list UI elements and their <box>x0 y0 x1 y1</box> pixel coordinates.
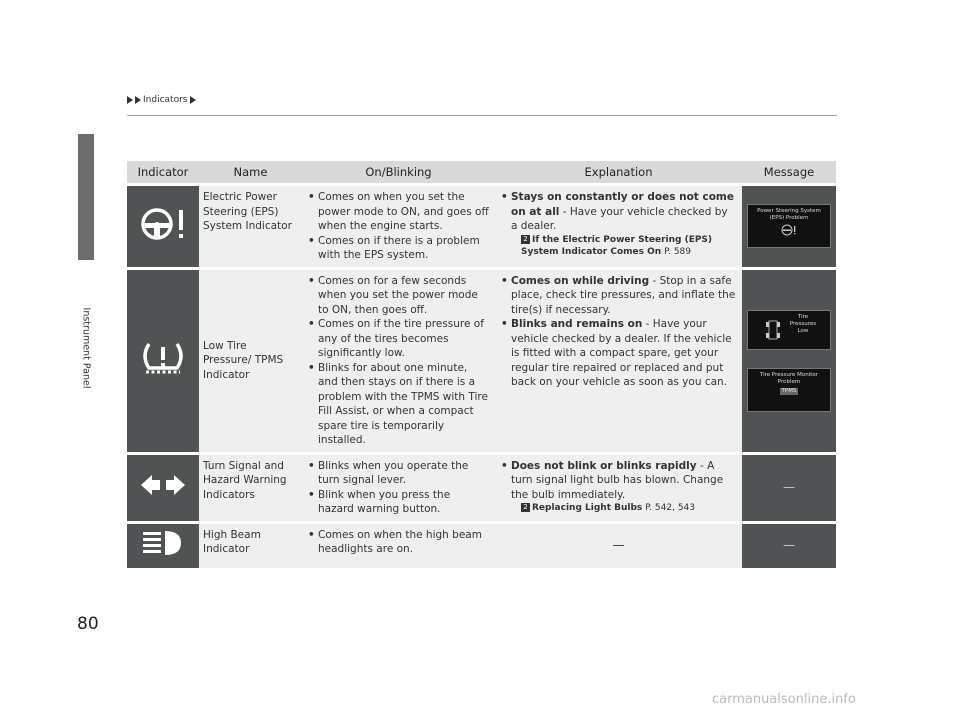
explanation-cell: — <box>495 524 742 568</box>
low-tire-pressure-icon <box>137 336 189 380</box>
page-reference[interactable] <box>501 502 736 514</box>
car-tires-icon <box>766 319 780 341</box>
list-item: • Comes on if there is a problem with the EPS system. <box>308 234 489 263</box>
breadcrumb-arrow-icon <box>135 96 141 104</box>
message-text: Tire Pressure Monitor Problem <box>759 371 819 385</box>
eps-message-screen <box>747 204 831 248</box>
explanation-cell <box>495 270 742 452</box>
header-on-blinking: On/Blinking <box>302 161 495 183</box>
table-row <box>127 186 836 267</box>
list-item: • Blink when you press the hazard warning button. <box>308 488 489 517</box>
list-item <box>501 459 736 503</box>
name-cell: Electric Power Steering (EPS) System Indicator <box>199 186 302 267</box>
table-row <box>127 455 836 521</box>
name-cell: Turn Signal and Hazard Warning Indicators <box>199 455 302 521</box>
tpms-badge: TPMS <box>781 387 797 394</box>
indicators-table <box>127 158 836 571</box>
on-blinking-cell <box>302 524 495 568</box>
name-cell: High Beam Indicator <box>199 524 302 568</box>
on-blinking-cell <box>302 270 495 452</box>
list-item <box>501 190 736 234</box>
breadcrumb-arrow-icon <box>127 96 133 104</box>
explanation-cell <box>495 186 742 267</box>
explanation-text: - Stop in a safe place, check tire pressures, and inflate the tire(s) if necessary. <box>511 274 736 316</box>
explanation-bold: Blinks and remains on <box>511 318 643 330</box>
explanation-bold: Stays on constantly or does not come on at all <box>511 191 734 218</box>
tpms-message-screen <box>747 368 831 412</box>
indicator-cell <box>127 270 199 452</box>
table-header-row <box>127 161 836 183</box>
steering-wheel-warning-icon <box>137 202 189 246</box>
watermark: carmanualsonline.info <box>712 692 856 707</box>
explanation-text: - A turn signal light bulb has blown. Change the bulb immediately. <box>511 459 724 501</box>
indicator-cell <box>127 524 199 568</box>
turn-signal-arrows-icon <box>137 470 189 500</box>
explanation-cell <box>495 455 742 521</box>
high-beam-icon <box>137 526 189 560</box>
list-item: • Blinks when you operate the turn signal lever. <box>308 459 489 488</box>
breadcrumb-label[interactable]: Indicators <box>143 95 188 105</box>
reference-arrow-icon: 2 <box>521 503 530 512</box>
name-cell: Low Tire Pressure/ TPMS Indicator <box>199 270 302 452</box>
steering-wheel-warning-icon <box>781 224 797 236</box>
message-cell: — <box>742 524 836 568</box>
list-item: • Comes on if the tire pressure of any of the tires becomes significantly low. <box>308 317 489 361</box>
header-indicator: Indicator <box>127 161 199 183</box>
list-item: • Comes on when the high beam headlights are on. <box>308 528 489 557</box>
reference-title: Replacing Light Bulbs <box>532 503 643 513</box>
reference-arrow-icon: 2 <box>521 235 530 244</box>
on-blinking-cell <box>302 186 495 267</box>
header-explanation: Explanation <box>495 161 742 183</box>
header-divider <box>127 115 837 116</box>
tire-pressure-message-screen <box>747 310 831 350</box>
reference-title: If the Electric Power Steering (EPS) System Indicator Comes On <box>521 234 713 257</box>
indicator-cell <box>127 186 199 267</box>
header-message: Message <box>742 161 836 183</box>
list-item <box>501 317 736 390</box>
list-item: • Comes on for a few seconds when you set the power mode to ON, then goes off. <box>308 274 489 318</box>
indicator-cell <box>127 455 199 521</box>
explanation-text: - Have your vehicle checked by a dealer. If the vehicle is fitted with a compact spare, get your regular tire repaired or replaced and put back on your vehicle as soon as you can. <box>511 318 732 388</box>
message-text: Power Steering System (EPS) Problem <box>757 208 821 222</box>
header-name: Name <box>199 161 302 183</box>
page-reference[interactable] <box>501 234 736 258</box>
breadcrumb-arrow-icon <box>190 96 196 104</box>
table-row <box>127 524 836 568</box>
list-item: • Comes on when you set the power mode to ON, and goes off when the engine starts. <box>308 190 489 234</box>
section-label: Instrument Panel <box>80 307 92 389</box>
explanation-bold: Comes on while driving <box>511 274 650 287</box>
message-cell: — <box>742 455 836 521</box>
list-item: • Blinks for about one minute, and then stays on if there is a problem with the TPMS with Tire Fill Assist, or when a compact spare tire is temporarily installed. <box>308 361 489 448</box>
reference-page: P. 542, 543 <box>645 503 695 513</box>
section-tab <box>78 134 94 260</box>
explanation-text: - Have your vehicle checked by a dealer. <box>511 205 728 232</box>
on-blinking-cell <box>302 455 495 521</box>
message-text: Tire Pressures Low <box>789 313 817 334</box>
list-item <box>501 274 736 318</box>
reference-page: P. 589 <box>664 246 692 257</box>
breadcrumb <box>127 95 198 105</box>
message-cell <box>742 270 836 452</box>
message-cell <box>742 186 836 267</box>
explanation-bold: Does not blink or blinks rapidly <box>511 459 697 472</box>
page-number: 80 <box>77 614 99 634</box>
table-row <box>127 270 836 452</box>
